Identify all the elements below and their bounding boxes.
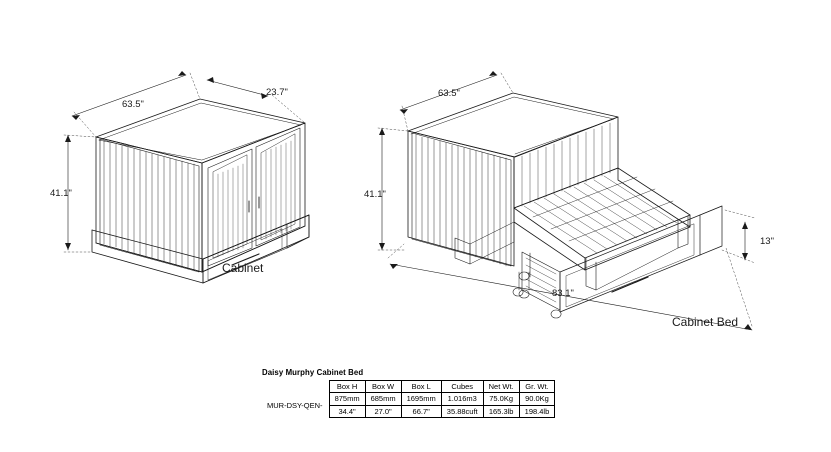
table-cell: 90.0Kg	[519, 393, 555, 405]
spec-title: Daisy Murphy Cabinet Bed	[262, 368, 364, 377]
spec-table	[262, 380, 555, 418]
cabinet-bed-caption: Cabinet Bed	[672, 315, 739, 329]
table-cell: 198.4lb	[519, 405, 555, 417]
table-cell: 1695mm	[401, 393, 441, 405]
column-header: Box H	[329, 381, 365, 393]
column-header: Box W	[365, 381, 401, 393]
cabinet-height-label: 41.1"	[50, 188, 72, 199]
cabinet-depth-label: 23.7"	[266, 87, 288, 98]
table-cell: 27.0"	[365, 405, 401, 417]
table-cell: 165.3lb	[483, 405, 519, 417]
table-cell: 75.0Kg	[483, 393, 519, 405]
cabinet-bed-length-label: 83.1"	[552, 288, 574, 299]
column-header: Cubes	[441, 381, 483, 393]
cabinet-drawing	[92, 99, 309, 283]
column-header: Box L	[401, 381, 441, 393]
cabinet-width-label: 63.5"	[122, 99, 144, 110]
table-cell: 685mm	[365, 393, 401, 405]
cabinet-bed-drawing	[408, 93, 722, 318]
table-cell: 35.88cuft	[441, 405, 483, 417]
drawer-height-label: 13"	[760, 236, 774, 247]
cabinet-caption: Cabinet	[222, 261, 264, 275]
table-header-row	[262, 381, 555, 393]
spec-sku-header-spacer	[262, 381, 329, 393]
cabinet-bed-width-label: 63.5"	[438, 88, 460, 99]
table-cell: 875mm	[329, 393, 365, 405]
table-cell: 34.4"	[329, 405, 365, 417]
cabinet-bed-height-label: 41.1"	[364, 189, 386, 200]
spec-sku: MUR-DSY-QEN-	[267, 400, 323, 410]
table-cell: 66.7"	[401, 405, 441, 417]
table-cell: 1.016m3	[441, 393, 483, 405]
column-header: Gr. Wt.	[519, 381, 555, 393]
spec-table-block	[262, 368, 555, 418]
column-header: Net Wt.	[483, 381, 519, 393]
table-row	[262, 393, 555, 405]
